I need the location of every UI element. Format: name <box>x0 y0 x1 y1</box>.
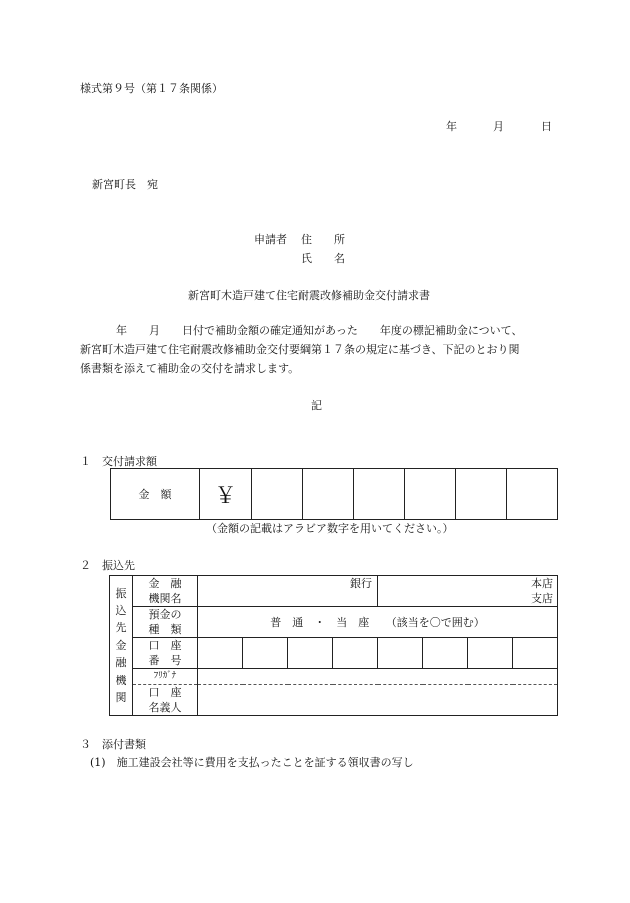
vertical-char: 融 <box>115 656 127 670</box>
amount-label: 金 額 <box>111 469 200 520</box>
amount-digit-cell[interactable] <box>507 469 558 520</box>
section2-heading: ２ 振込先 <box>80 559 135 572</box>
branch-suffix-main: 本店 <box>531 577 553 590</box>
account-digit-cell[interactable] <box>288 638 333 669</box>
account-digit-cell[interactable] <box>243 638 288 669</box>
vertical-char: 関 <box>115 691 127 705</box>
attachment-item-1: (1) 施工建設会社等に費用を支払ったことを証する領収書の写し <box>90 756 414 769</box>
addressee: 新宮町長 宛 <box>92 178 158 191</box>
date-day: 日 <box>541 120 552 133</box>
account-number-label: 口 座 番 号 <box>133 638 198 669</box>
date-month: 月 <box>493 120 504 133</box>
name-label: 氏 名 <box>301 252 345 265</box>
body-line-2: 新宮町木造戸建て住宅耐震改修補助金交付要綱第１７条の規定に基づき、下記のとおり関 <box>80 343 520 356</box>
vertical-label-cell <box>110 576 133 716</box>
deposit-type-field[interactable]: 普 通 ・ 当 座 （該当を〇で囲む） <box>198 607 558 638</box>
body-line-1: 年 月 日付で補助金額の確定通知があった 年度の標記補助金について、 <box>116 324 523 337</box>
bank-name-field[interactable] <box>198 576 378 607</box>
applicant-label: 申請者 <box>254 233 287 246</box>
vertical-char: 機 <box>115 673 127 687</box>
account-digit-cell[interactable] <box>198 638 243 669</box>
section1-heading: １ 交付請求額 <box>80 455 157 468</box>
vertical-char: 込 <box>115 603 127 617</box>
yen-sign: ￥ <box>200 469 252 520</box>
account-digit-cell[interactable] <box>423 638 468 669</box>
furigana-field[interactable] <box>198 669 558 685</box>
account-digit-cell[interactable] <box>333 638 378 669</box>
amount-digit-cell[interactable] <box>405 469 456 520</box>
furigana-label: ﾌﾘｶﾞﾅ <box>133 669 198 685</box>
document-title: 新宮町木造戸建て住宅耐震改修補助金交付請求書 <box>188 289 430 302</box>
section3-heading: ３ 添付書類 <box>80 738 146 751</box>
ki-mark: 記 <box>311 399 322 412</box>
vertical-char: 金 <box>115 638 127 652</box>
branch-name-field[interactable] <box>378 576 558 607</box>
account-digit-cell[interactable] <box>378 638 423 669</box>
account-holder-label: 口 座 名義人 <box>133 685 198 716</box>
vertical-char: 先 <box>115 621 127 635</box>
amount-digit-cell[interactable] <box>303 469 354 520</box>
account-digit-cell[interactable] <box>513 638 558 669</box>
amount-digit-cell[interactable] <box>252 469 303 520</box>
account-digit-cell[interactable] <box>468 638 513 669</box>
body-line-3: 係書類を添えて補助金の交付を請求します。 <box>80 362 300 375</box>
date-year: 年 <box>446 120 457 133</box>
account-holder-field[interactable] <box>198 685 558 716</box>
amount-note: （金額の記載はアラビア数字を用いてください。） <box>206 522 454 535</box>
bank-name-label: 金 融 機関名 <box>133 576 198 607</box>
bank-account-table <box>109 575 558 716</box>
deposit-type-label: 預金の 種 類 <box>133 607 198 638</box>
vertical-char: 振 <box>115 586 127 600</box>
address-label: 住 所 <box>301 233 345 246</box>
form-number: 様式第９号（第１７条関係） <box>80 82 223 95</box>
amount-digit-cell[interactable] <box>354 469 405 520</box>
amount-digit-cell[interactable] <box>456 469 507 520</box>
branch-suffix-sub: 支店 <box>531 592 553 605</box>
amount-table <box>110 468 558 520</box>
bank-suffix: 銀行 <box>350 577 372 590</box>
